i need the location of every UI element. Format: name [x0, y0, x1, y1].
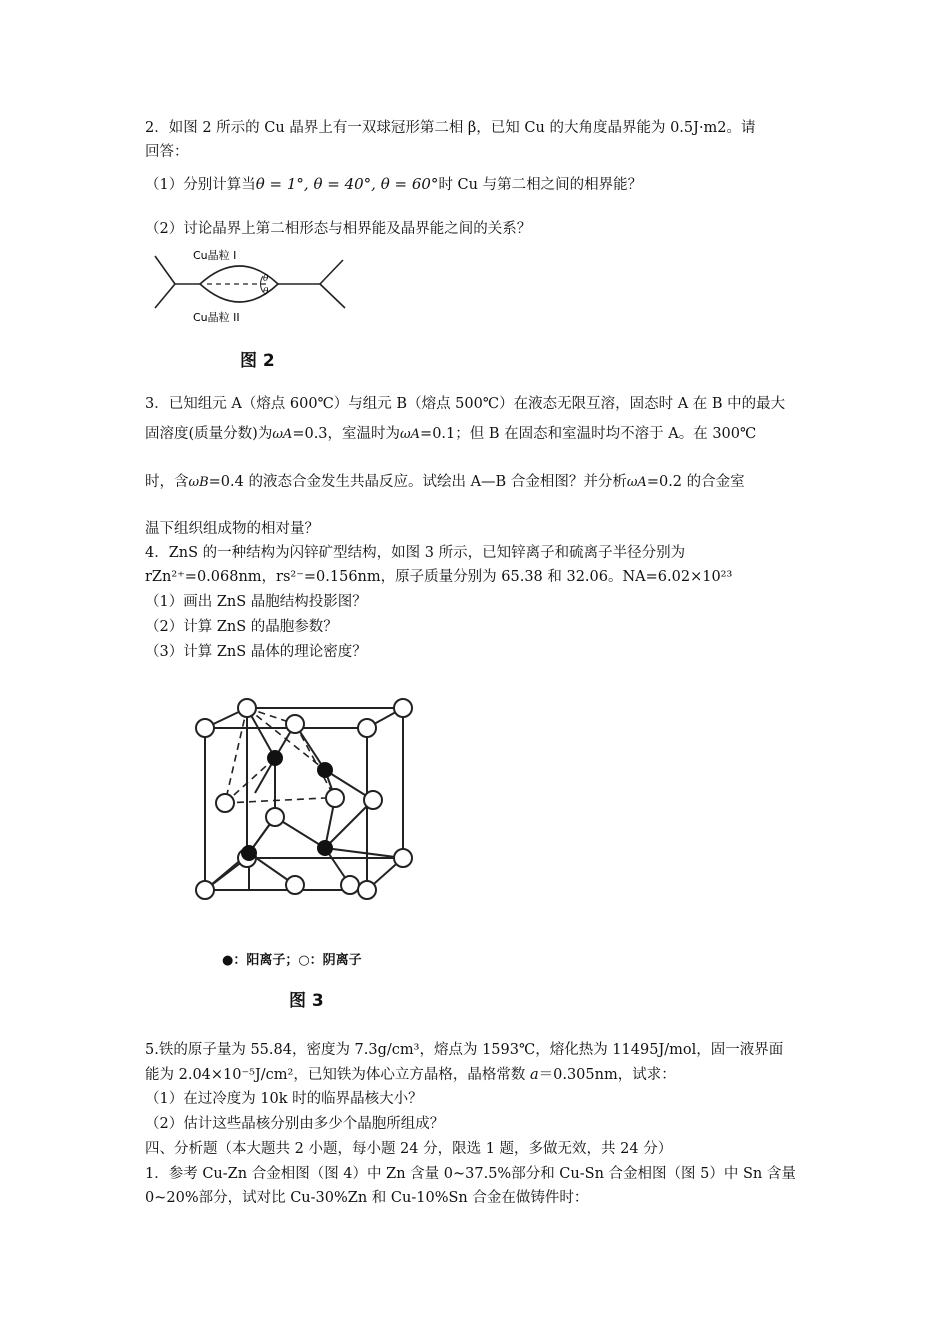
q2-sub1-post: 时 Cu 与第二相之间的相界能？ — [438, 177, 643, 193]
q3-line2 — [145, 424, 825, 445]
q3-line3 — [145, 472, 825, 493]
q3-line3-pre: 时，含 — [145, 474, 189, 490]
section4-q1-line1: 1．参考 Cu-Zn 合金相图（图 4）中 Zn 含量 0~37.5%部分和 Cu-Sn 合金相图（图 5）中 Sn 含量 — [145, 1166, 796, 1182]
fig2-label-top: Cu晶粒 I — [193, 249, 237, 262]
q2-line2: 回答： — [145, 144, 189, 160]
q3-omega-a-3: ωA — [626, 475, 647, 490]
fig3-legend: ●：阳离子；○：阴离子 — [222, 953, 362, 968]
q4-sub2: （2）计算 ZnS 的晶胞参数？ — [145, 619, 338, 635]
fig2-theta-top: θ — [263, 274, 269, 284]
q3-line2-post: =0.1；但 B 在固态和室温时均不溶于 A。在 300℃ — [420, 426, 757, 442]
q5-sub2: （2）估计这些晶核分别由多少个晶胞所组成？ — [145, 1116, 445, 1132]
q3-omega-b: ωB — [188, 475, 209, 490]
q3-line1: 3．已知组元 A（熔点 600℃）与组元 B（熔点 500℃）在液态无限互溶，固态时 A 在 B 中的最大 — [145, 396, 786, 412]
q5-sub1: （1）在过冷度为 10k 时的临界晶核大小？ — [145, 1091, 423, 1107]
q4-line1: 4．ZnS 的一种结构为闪锌矿型结构，如图 3 所示，已知锌离子和硫离子半径分别为 — [145, 545, 686, 561]
q2-sub1 — [145, 174, 825, 195]
q3-line2-pre: 固溶度(质量分数)为 — [145, 426, 273, 442]
q3-omega-a-2: ωA — [400, 427, 421, 442]
q2-sub1-formula: θ = 1°, θ = 40°, θ = 60° — [255, 175, 439, 193]
q2-sub2: （2）讨论晶界上第二相形态与相界能及晶界能之间的关系？ — [145, 221, 532, 237]
q3-line2-mid: =0.3，室温时为 — [292, 426, 401, 442]
q2-line1: 2．如图 2 所示的 Cu 晶界上有一双球冠形第二相 β，已知 Cu 的大角度晶界能为 0.5J·m2。请 — [145, 120, 756, 136]
figure-2-diagram — [145, 246, 360, 326]
fig2-theta-bottom: θ — [263, 287, 269, 297]
q3-omega-a-1: ωA — [272, 427, 293, 442]
section4-q1-line2: 0~20%部分，试对比 Cu-30%Zn 和 Cu-10%Sn 合金在做铸件时： — [145, 1190, 589, 1206]
q5-line2-pre: 能为 2.04×10⁻⁵J/cm²，已知铁为体心立方晶格，晶格常数 — [145, 1067, 530, 1083]
q5-line2 — [145, 1065, 825, 1085]
q3-line3-mid: =0.4 的液态合金发生共晶反应。试绘出 A—B 合金相图？并分析 — [208, 474, 627, 490]
section4-title: 四、分析题（本大题共 2 小题，每小题 24 分，限选 1 题，多做无效，共 24 分） — [145, 1141, 673, 1157]
fig2-label-bottom: Cu晶粒 II — [193, 311, 240, 324]
fig3-caption: 图 3 — [289, 991, 324, 1011]
q4-sub3: （3）计算 ZnS 晶体的理论密度？ — [145, 644, 367, 660]
q5-line1: 5.铁的原子量为 55.84，密度为 7.3g/cm³，熔点为 1593℃，熔化热为 11495J/mol，固一液界面 — [145, 1042, 784, 1058]
q4-sub1: （1）画出 ZnS 晶胞结构投影图？ — [145, 594, 367, 610]
q2-sub1-pre: （1）分别计算当 — [145, 177, 256, 193]
fig2-caption: 图 2 — [240, 351, 275, 371]
q3-line4: 温下组织组成物的相对量？ — [145, 521, 319, 537]
q5-line2-post: ＝0.305nm，试求： — [538, 1067, 676, 1083]
q3-line3-post: =0.2 的合金室 — [646, 474, 745, 490]
figure-3-diagram — [185, 690, 420, 915]
q4-line2: rZn²⁺=0.068nm，rs²⁻=0.156nm，原子质量分别为 65.38 和 32.06。NA=6.02×10²³ — [145, 569, 733, 585]
q5-lattice-symbol: a — [529, 1067, 539, 1083]
